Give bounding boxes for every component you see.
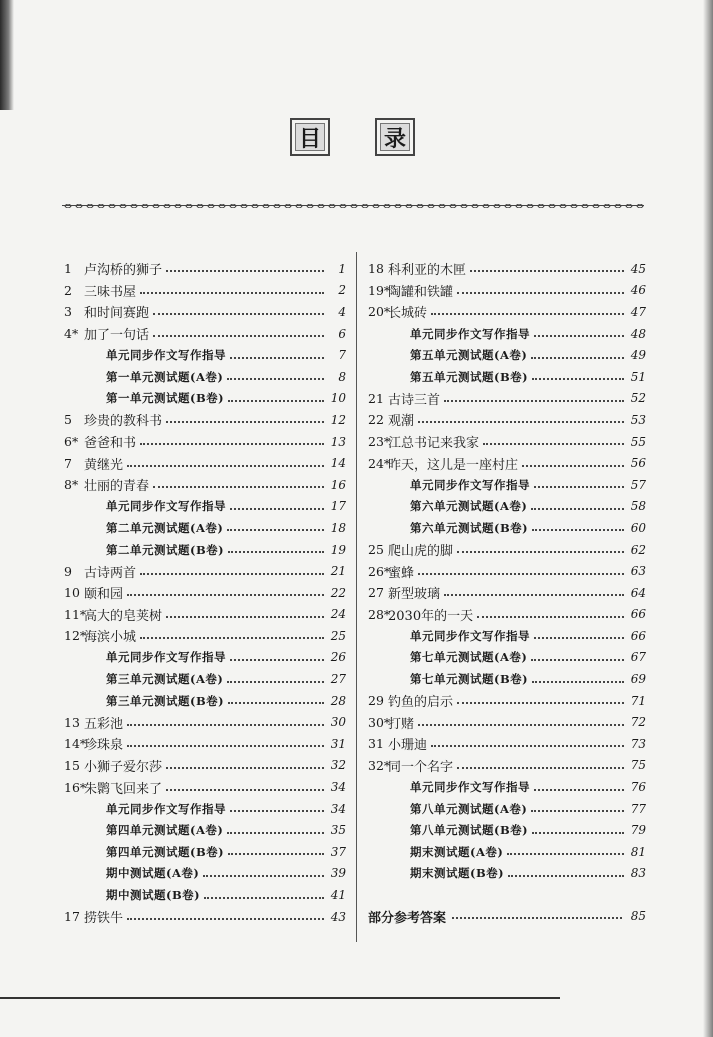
toc-entry[interactable] (368, 452, 646, 474)
leader-dots (166, 269, 324, 272)
toc-entry[interactable] (368, 582, 646, 604)
toc-entry-title: 珍贵的教科书 (84, 414, 163, 430)
toc-entry-title: 小狮子爱尔莎 (84, 759, 163, 775)
toc-entry-title: 古诗两首 (84, 565, 137, 581)
leader-dots (444, 593, 624, 596)
toc-entry-number: 19* (368, 282, 391, 298)
toc-entry-page: 76 (630, 780, 646, 795)
toc-entry-title: 第一单元测试题(B卷) (106, 391, 225, 406)
toc-entry-title: 第三单元测试题(A卷) (106, 672, 224, 687)
leader-dots (166, 788, 324, 791)
leader-dots (418, 723, 624, 726)
toc-entry-page: 71 (630, 693, 646, 708)
leader-dots (153, 312, 324, 315)
toc-entry-number: 8* (64, 477, 79, 493)
toc-entry-title: 钓鱼的启示 (388, 695, 454, 711)
leader-dots (470, 269, 624, 272)
leader-dots (230, 507, 324, 510)
toc-entry-number: 14* (64, 736, 87, 752)
toc-entry[interactable] (368, 711, 646, 733)
leader-dots (228, 399, 324, 402)
toc-entry-title: 五彩池 (84, 716, 124, 732)
leader-dots (531, 507, 624, 510)
leader-dots (166, 420, 324, 423)
leader-dots (228, 550, 324, 553)
toc-entry-title: 部分参考答案 (368, 910, 447, 926)
toc-entry-title: 单元同步作文写作指导 (410, 780, 530, 795)
toc-entry-page: 62 (630, 542, 646, 557)
toc-sub-entry[interactable] (64, 496, 346, 518)
toc-entry-page: 48 (630, 326, 646, 341)
toc-entry[interactable] (368, 755, 646, 777)
toc-sub-entry[interactable] (368, 517, 646, 539)
toc-entry-page: 56 (630, 456, 646, 471)
toc-entry[interactable] (368, 301, 646, 323)
toc-entry-title: 壮丽的青春 (84, 479, 150, 495)
toc-entry-title: 长城砖 (388, 306, 428, 322)
leader-dots (457, 701, 624, 704)
toc-entry-title: 加了一句话 (84, 328, 150, 344)
leader-dots (532, 528, 624, 531)
toc-entry[interactable] (368, 539, 646, 561)
toc-sub-entry[interactable] (368, 819, 646, 841)
toc-entry-number: 11* (64, 606, 87, 622)
toc-sub-entry[interactable] (368, 668, 646, 690)
toc-entry-number: 13 (64, 714, 80, 730)
bottom-rule (0, 997, 560, 999)
toc-sub-entry[interactable] (368, 496, 646, 518)
toc-entry-title: 捞铁牛 (84, 911, 124, 927)
leader-dots (230, 658, 324, 661)
toc-entry[interactable] (64, 409, 346, 431)
toc-entry-page: 25 (330, 628, 346, 643)
toc-entry-page: 72 (630, 715, 646, 730)
toc-entry-title: 单元同步作文写作指导 (106, 348, 226, 363)
toc-sub-entry[interactable] (64, 819, 346, 841)
toc-entry-page: 67 (630, 650, 646, 665)
leader-dots (140, 636, 324, 639)
toc-entry-page: 28 (330, 693, 346, 708)
toc-entry-title: 第七单元测试题(A卷) (410, 650, 528, 665)
toc-entry-number: 24* (368, 455, 391, 471)
leader-dots (532, 680, 624, 683)
toc-entry[interactable] (368, 560, 646, 582)
toc-entry-page: 83 (630, 866, 646, 881)
toc-entry-number: 4* (64, 326, 79, 342)
leader-dots (140, 291, 324, 294)
toc-entry-page: 14 (330, 456, 346, 471)
toc-entry[interactable] (368, 388, 646, 410)
leader-dots (227, 377, 324, 380)
toc-entry-title: 第八单元测试题(A卷) (410, 801, 528, 816)
toc-entry-page: 64 (630, 585, 646, 600)
toc-entry-title: 卢沟桥的狮子 (84, 263, 163, 279)
toc-entry-title: 单元同步作文写作指导 (410, 477, 530, 492)
toc-entry-number: 12* (64, 628, 87, 644)
toc-entry-title: 第四单元测试题(B卷) (106, 844, 225, 859)
toc-entry-title: 爸爸和书 (84, 436, 137, 452)
toc-sub-entry[interactable] (64, 841, 346, 863)
toc-sub-entry[interactable] (64, 344, 346, 366)
toc-sub-entry[interactable] (368, 647, 646, 669)
toc-entry-page: 16 (330, 477, 346, 492)
column-divider (356, 252, 357, 942)
toc-entry-page: 4 (338, 304, 346, 319)
toc-entry-page: 58 (630, 499, 646, 514)
leader-dots (457, 766, 624, 769)
leader-dots (127, 593, 324, 596)
toc-entry[interactable] (64, 452, 346, 474)
toc-entry[interactable] (368, 690, 646, 712)
toc-entry[interactable] (64, 258, 346, 280)
leader-dots (522, 464, 624, 467)
toc-entry-number: 15 (64, 757, 80, 773)
leader-dots (483, 442, 624, 445)
toc-entry-page: 32 (330, 758, 346, 773)
toc-entry[interactable] (64, 560, 346, 582)
toc-entry-page: 47 (630, 304, 646, 319)
toc-entry-page: 10 (330, 391, 346, 406)
toc-entry-page: 24 (330, 607, 346, 622)
leader-dots (227, 680, 324, 683)
toc-entry[interactable] (64, 604, 346, 626)
toc-sub-entry[interactable] (368, 366, 646, 388)
toc-entry-title: 第四单元测试题(A卷) (106, 823, 224, 838)
leader-dots (534, 485, 624, 488)
toc-entry-number: 3 (64, 304, 72, 320)
toc-entry-page: 53 (630, 412, 646, 427)
toc-entry-number: 27 (368, 585, 384, 601)
toc-entry-page: 66 (630, 628, 646, 643)
toc-entry-page: 69 (630, 672, 646, 687)
toc-entry-page: 79 (630, 823, 646, 838)
toc-entry-page: 73 (630, 736, 646, 751)
scan-shadow-left (0, 0, 14, 110)
toc-entry-title: 2030年的一天 (388, 608, 474, 624)
toc-entry-number: 16* (64, 779, 87, 795)
toc-column-left (64, 258, 346, 927)
toc-sub-entry[interactable] (64, 690, 346, 712)
toc-entry[interactable] (64, 323, 346, 345)
toc-entry-page: 60 (630, 520, 646, 535)
toc-entry-title: 期末测试题(A卷) (410, 844, 504, 859)
toc-entry-number: 20* (368, 304, 391, 320)
toc-entry-title: 颐和园 (84, 587, 124, 603)
toc-entry-title: 新型玻璃 (388, 587, 441, 603)
toc-entry-title: 蜜蜂 (388, 565, 415, 581)
leader-dots (531, 356, 624, 359)
toc-entry-title: 第二单元测试题(A卷) (106, 520, 224, 535)
toc-entry[interactable] (64, 776, 346, 798)
leader-dots (230, 809, 324, 812)
leader-dots (534, 788, 624, 791)
toc-entry-answers[interactable] (368, 906, 646, 926)
toc-entry-page: 51 (630, 369, 646, 384)
toc-entry-title: 第六单元测试题(A卷) (410, 499, 528, 514)
toc-entry-title: 高大的皂荚树 (84, 608, 163, 624)
toc-entry-page: 17 (330, 499, 346, 514)
leader-dots (166, 766, 324, 769)
toc-entry-number: 10 (64, 585, 80, 601)
toc-sub-entry[interactable] (368, 474, 646, 496)
toc-entry-title: 第二单元测试题(B卷) (106, 542, 225, 557)
leader-dots (166, 615, 324, 618)
toc-entry-number: 7 (64, 455, 72, 471)
toc-entry-page: 66 (630, 607, 646, 622)
toc-entry[interactable] (368, 409, 646, 431)
toc-entry-page: 7 (338, 348, 346, 363)
toc-entry-title: 珍珠泉 (84, 738, 124, 754)
leader-dots (153, 485, 324, 488)
toc-entry[interactable] (64, 625, 346, 647)
toc-entry-page: 52 (630, 391, 646, 406)
toc-sub-entry[interactable] (368, 323, 646, 345)
toc-entry-title: 单元同步作文写作指导 (410, 326, 530, 341)
toc-entry-number: 28* (368, 606, 391, 622)
toc-sub-entry[interactable] (64, 366, 346, 388)
toc-entry[interactable] (368, 280, 646, 302)
toc-entry-page: 22 (330, 585, 346, 600)
toc-entry-title: 小珊迪 (388, 738, 428, 754)
toc-sub-entry[interactable] (368, 798, 646, 820)
toc-sub-entry[interactable] (64, 668, 346, 690)
toc-entry-title: 江总书记来我家 (388, 436, 480, 452)
leader-dots (457, 291, 624, 294)
toc-entry[interactable] (64, 474, 346, 496)
leader-dots (140, 572, 324, 575)
toc-entry-page: 13 (330, 434, 346, 449)
toc-sub-entry[interactable] (368, 776, 646, 798)
leader-dots (431, 312, 624, 315)
toc-entry-number: 1 (64, 261, 72, 277)
toc-entry-number: 29 (368, 693, 384, 709)
toc-entry[interactable] (64, 301, 346, 323)
toc-entry-title: 单元同步作文写作指导 (106, 650, 226, 665)
leader-dots (203, 874, 324, 877)
toc-entry-page: 12 (330, 412, 346, 427)
toc-entry-page: 46 (630, 283, 646, 298)
toc-entry-page: 31 (330, 736, 346, 751)
toc-entry-page: 41 (330, 888, 346, 903)
toc-entry-page: 35 (330, 823, 346, 838)
toc-entry-title: 观潮 (388, 414, 415, 430)
toc-entry-title: 同一个名字 (388, 759, 454, 775)
toc-entry-number: 25 (368, 542, 384, 558)
toc-entry-page: 34 (330, 801, 346, 816)
toc-entry-page: 37 (330, 844, 346, 859)
toc-entry-page: 30 (330, 715, 346, 730)
leader-dots (418, 420, 624, 423)
decorative-chain-divider (62, 201, 644, 211)
toc-sub-entry[interactable] (368, 625, 646, 647)
toc-entry-title: 第一单元测试题(A卷) (106, 369, 224, 384)
toc-entry-title: 昨天，这儿是一座村庄 (388, 457, 519, 473)
toc-entry-number: 21 (368, 390, 384, 406)
toc-sub-entry[interactable] (368, 841, 646, 863)
toc-entry-page: 81 (630, 844, 646, 859)
toc-sub-entry[interactable] (368, 344, 646, 366)
toc-entry-number: 9 (64, 563, 72, 579)
toc-entry[interactable] (368, 604, 646, 626)
leader-dots (227, 528, 324, 531)
leader-dots (452, 917, 622, 919)
toc-entry-title: 打赌 (388, 716, 415, 732)
toc-entry-title: 爬山虎的脚 (388, 544, 454, 560)
toc-entry-page: 55 (630, 434, 646, 449)
toc-entry[interactable] (64, 431, 346, 453)
toc-entry[interactable] (64, 755, 346, 777)
toc-entry[interactable] (64, 280, 346, 302)
toc-entry-number: 2 (64, 282, 72, 298)
leader-dots (534, 334, 624, 337)
toc-entry-page: 75 (630, 758, 646, 773)
toc-entry[interactable] (368, 431, 646, 453)
toc-entry-page: 45 (630, 261, 646, 276)
toc-entry-page: 49 (630, 348, 646, 363)
leader-dots (477, 615, 624, 618)
leader-dots (204, 896, 324, 899)
toc-entry-page: 1 (338, 261, 346, 276)
toc-sub-entry[interactable] (64, 863, 346, 885)
toc-entry-page: 21 (330, 564, 346, 579)
toc-entry-title: 期中测试题(B卷) (106, 888, 201, 903)
title-char-box: 录 (375, 118, 415, 156)
toc-entry[interactable] (64, 711, 346, 733)
leader-dots (127, 464, 324, 467)
title-char-box: 目 (290, 118, 330, 156)
toc-entry-title: 第七单元测试题(B卷) (410, 672, 529, 687)
toc-entry-page: 6 (338, 326, 346, 341)
toc-entry[interactable] (368, 733, 646, 755)
toc-entry-page: 77 (630, 801, 646, 816)
toc-entry-title: 陶罐和铁罐 (388, 284, 454, 300)
toc-entry-number: 30* (368, 714, 391, 730)
leader-dots (507, 852, 624, 855)
toc-entry-title: 第五单元测试题(B卷) (410, 369, 529, 384)
toc-entry-number: 5 (64, 412, 72, 428)
toc-entry-page: 8 (338, 369, 346, 384)
toc-entry-number: 17 (64, 909, 80, 925)
toc-entry-page: 34 (330, 780, 346, 795)
toc-entry[interactable] (64, 733, 346, 755)
toc-entry-number: 31 (368, 736, 384, 752)
toc-entry-title: 单元同步作文写作指导 (106, 801, 226, 816)
toc-sub-entry[interactable] (64, 884, 346, 906)
leader-dots (228, 701, 324, 704)
toc-sub-entry[interactable] (64, 517, 346, 539)
toc-entry-title: 第三单元测试题(B卷) (106, 693, 225, 708)
leader-dots (153, 334, 324, 337)
leader-dots (444, 399, 624, 402)
scan-shadow-right (703, 0, 713, 1037)
leader-dots (534, 636, 624, 639)
leader-dots (431, 744, 624, 747)
toc-sub-entry[interactable] (368, 863, 646, 885)
toc-entry-number: 23* (368, 434, 391, 450)
toc-entry[interactable] (368, 258, 646, 280)
toc-sub-entry[interactable] (64, 388, 346, 410)
toc-entry-number: 22 (368, 412, 384, 428)
toc-entry-title: 第六单元测试题(B卷) (410, 520, 529, 535)
toc-column-right (368, 258, 646, 884)
toc-sub-entry[interactable] (64, 798, 346, 820)
leader-dots (228, 852, 324, 855)
toc-entry[interactable] (64, 582, 346, 604)
toc-entry-title: 朱鹮飞回来了 (84, 781, 163, 797)
toc-entry-page: 39 (330, 866, 346, 881)
toc-entry-page: 19 (330, 542, 346, 557)
toc-entry-number: 6* (64, 434, 79, 450)
leader-dots (127, 917, 324, 920)
toc-entry-page: 26 (330, 650, 346, 665)
toc-entry-title: 海滨小城 (84, 630, 137, 646)
toc-entry-number: 26* (368, 563, 391, 579)
leader-dots (532, 377, 624, 380)
toc-entry-title: 单元同步作文写作指导 (410, 628, 530, 643)
toc-entry-title: 黄继光 (84, 457, 124, 473)
toc-entry-number: 18 (368, 261, 384, 277)
leader-dots (230, 356, 324, 359)
leader-dots (508, 874, 624, 877)
toc-entry-title: 第八单元测试题(B卷) (410, 823, 529, 838)
toc-entry-title: 和时间赛跑 (84, 306, 150, 322)
toc-entry-number: 32* (368, 757, 391, 773)
toc-entry[interactable] (64, 906, 346, 928)
toc-entry-page: 43 (330, 909, 346, 924)
toc-entry-page: 18 (330, 520, 346, 535)
leader-dots (532, 831, 624, 834)
toc-entry-page: 85 (630, 909, 646, 923)
leader-dots (418, 572, 624, 575)
toc-sub-entry[interactable] (64, 539, 346, 561)
leader-dots (457, 550, 624, 553)
toc-entry-page: 2 (338, 283, 346, 298)
leader-dots (140, 442, 324, 445)
leader-dots (127, 744, 324, 747)
leader-dots (531, 809, 624, 812)
leader-dots (127, 723, 324, 726)
toc-entry-title: 古诗三首 (388, 392, 441, 408)
toc-entry-page: 63 (630, 564, 646, 579)
toc-entry-page: 27 (330, 672, 346, 687)
toc-entry-title: 期中测试题(A卷) (106, 866, 200, 881)
toc-sub-entry[interactable] (64, 647, 346, 669)
leader-dots (531, 658, 624, 661)
toc-entry-title: 三味书屋 (84, 284, 137, 300)
toc-entry-page: 57 (630, 477, 646, 492)
toc-entry-title: 单元同步作文写作指导 (106, 499, 226, 514)
toc-entry-title: 第五单元测试题(A卷) (410, 348, 528, 363)
toc-entry-title: 期末测试题(B卷) (410, 866, 505, 881)
leader-dots (227, 831, 324, 834)
toc-entry-title: 科利亚的木匣 (388, 263, 467, 279)
